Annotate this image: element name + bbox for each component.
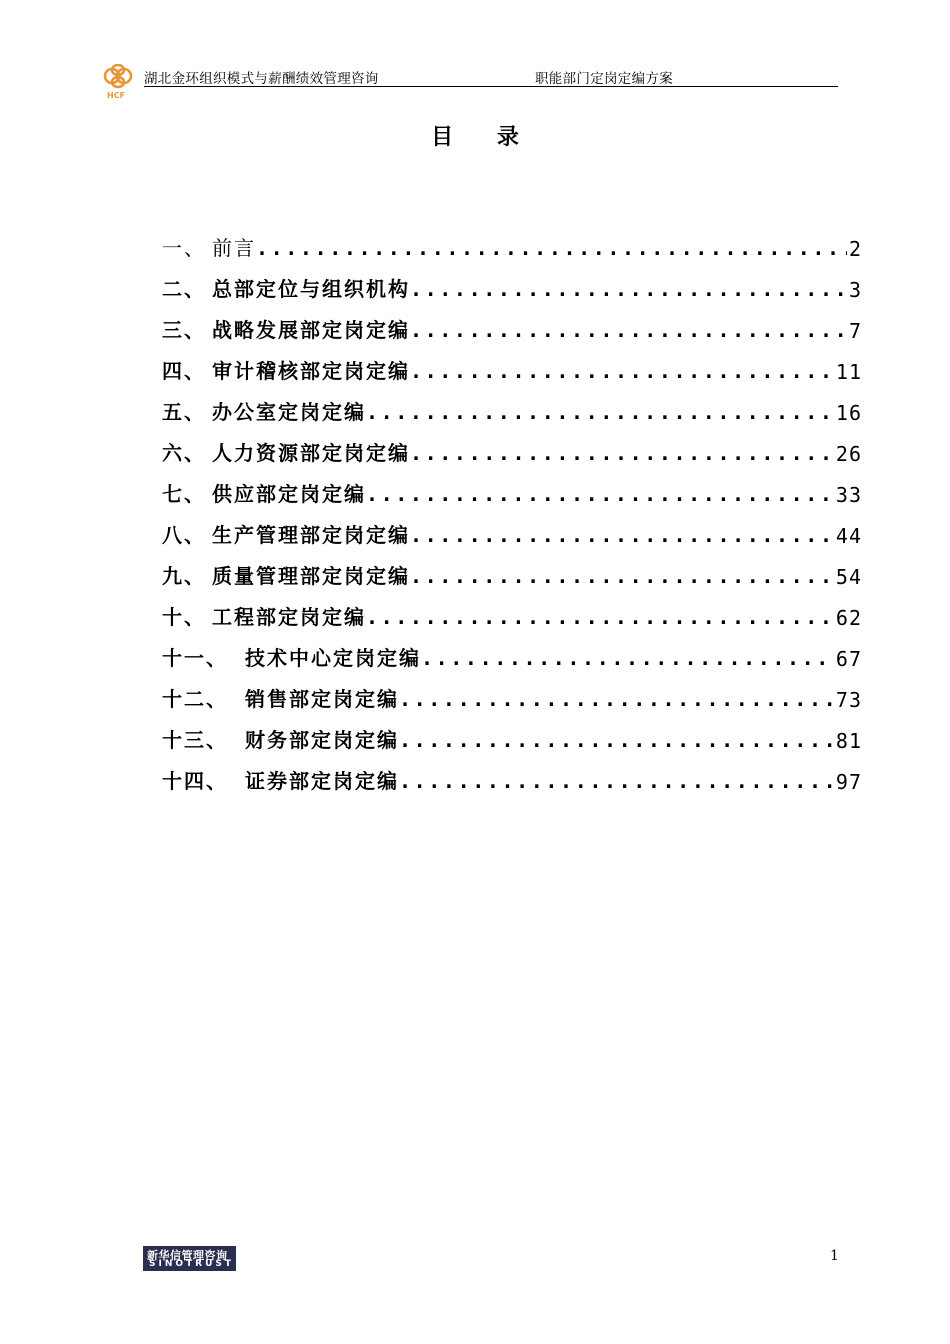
toc-entry-number: 七、 [162, 482, 206, 506]
toc-entry-title: 人力资源部定岗定编 [212, 441, 410, 465]
toc-dot-leader [366, 402, 834, 425]
toc-dot-leader [399, 771, 834, 794]
footer-logo-en: SINOTRUST [149, 1259, 235, 1269]
hcf-logo-icon [98, 64, 138, 104]
toc-heading: 目 录 [431, 125, 537, 150]
toc-entry-number: 十四、 [162, 769, 228, 793]
toc-entry-number: 十二、 [162, 687, 228, 711]
toc-entry-page: 54 [835, 565, 862, 589]
header-divider [144, 86, 838, 87]
toc-entry-title: 办公室定岗定编 [212, 400, 366, 424]
toc-entry-page: 16 [835, 401, 862, 425]
toc-entry-page: 2 [848, 237, 862, 261]
toc-dot-leader [410, 443, 834, 466]
toc-entry[interactable] [162, 507, 862, 548]
toc-dot-leader [366, 607, 834, 630]
toc-entry-number: 九、 [162, 564, 206, 588]
toc-entry-page: 67 [835, 647, 862, 671]
toc-entry-number: 十一、 [162, 646, 228, 670]
toc-dot-leader [410, 279, 847, 302]
header-document-title: 职能部门定岗定编方案 [535, 71, 673, 87]
toc-entry-number: 十三、 [162, 728, 228, 752]
toc-entry-title: 证券部定岗定编 [245, 769, 399, 793]
toc-entry-title: 质量管理部定岗定编 [212, 564, 410, 588]
toc-entry[interactable] [162, 384, 862, 425]
toc-entry-title: 财务部定岗定编 [245, 728, 399, 752]
toc-dot-leader [410, 361, 834, 384]
toc-entry-page: 7 [848, 319, 862, 343]
toc-entry-number: 十、 [162, 605, 206, 629]
page-header [98, 62, 838, 98]
toc-entry-page: 73 [835, 688, 862, 712]
toc-entry[interactable] [162, 302, 862, 343]
toc-entry[interactable] [162, 548, 862, 589]
toc-dot-leader [410, 320, 847, 343]
toc-entry-page: 44 [835, 524, 862, 548]
toc-entry-page: 26 [835, 442, 862, 466]
toc-entry-title: 供应部定岗定编 [212, 482, 366, 506]
toc-entry-number: 六、 [162, 441, 206, 465]
toc-entry-title: 技术中心定岗定编 [245, 646, 421, 670]
toc-entry-title: 审计稽核部定岗定编 [212, 359, 410, 383]
toc-entry[interactable] [162, 712, 862, 753]
toc-entry-page: 97 [835, 770, 862, 794]
toc-dot-leader [399, 730, 834, 753]
toc-entry[interactable] [162, 753, 862, 794]
footer-logo-cn: 新华信管理咨询 [147, 1249, 228, 1262]
toc-dot-leader [410, 525, 834, 548]
header-organization: 湖北金环组织模式与薪酬绩效管理咨询 [144, 71, 379, 87]
toc-entry-page: 81 [835, 729, 862, 753]
toc-entry-title: 前言 [212, 236, 256, 260]
toc-dot-leader [366, 484, 834, 507]
toc-entry-number: 二、 [162, 277, 206, 301]
toc-entry-title: 工程部定岗定编 [212, 605, 366, 629]
toc-entry[interactable] [162, 220, 862, 261]
sinotrust-logo [143, 1246, 236, 1271]
toc-dot-leader [399, 689, 834, 712]
toc-entry-page: 62 [835, 606, 862, 630]
table-of-contents [162, 220, 862, 794]
toc-dot-leader [410, 566, 834, 589]
toc-entry-title: 销售部定岗定编 [245, 687, 399, 711]
toc-entry-page: 3 [848, 278, 862, 302]
toc-entry[interactable] [162, 343, 862, 384]
toc-entry-page: 11 [835, 360, 862, 384]
toc-entry-number: 一、 [162, 236, 206, 260]
toc-entry[interactable] [162, 630, 862, 671]
page-number: 1 [830, 1248, 839, 1264]
toc-entry-number: 八、 [162, 523, 206, 547]
toc-entry-number: 五、 [162, 400, 206, 424]
toc-entry[interactable] [162, 589, 862, 630]
toc-entry-number: 四、 [162, 359, 206, 383]
toc-entry[interactable] [162, 671, 862, 712]
toc-dot-leader [256, 238, 847, 261]
toc-entry-number: 三、 [162, 318, 206, 342]
toc-entry-page: 33 [835, 483, 862, 507]
toc-dot-leader [421, 648, 834, 671]
toc-entry-title: 战略发展部定岗定编 [212, 318, 410, 342]
toc-entry[interactable] [162, 466, 862, 507]
toc-entry-title: 生产管理部定岗定编 [212, 523, 410, 547]
toc-entry[interactable] [162, 425, 862, 466]
logo-label: HCF [107, 91, 126, 100]
toc-entry[interactable] [162, 261, 862, 302]
toc-entry-title: 总部定位与组织机构 [212, 277, 410, 301]
